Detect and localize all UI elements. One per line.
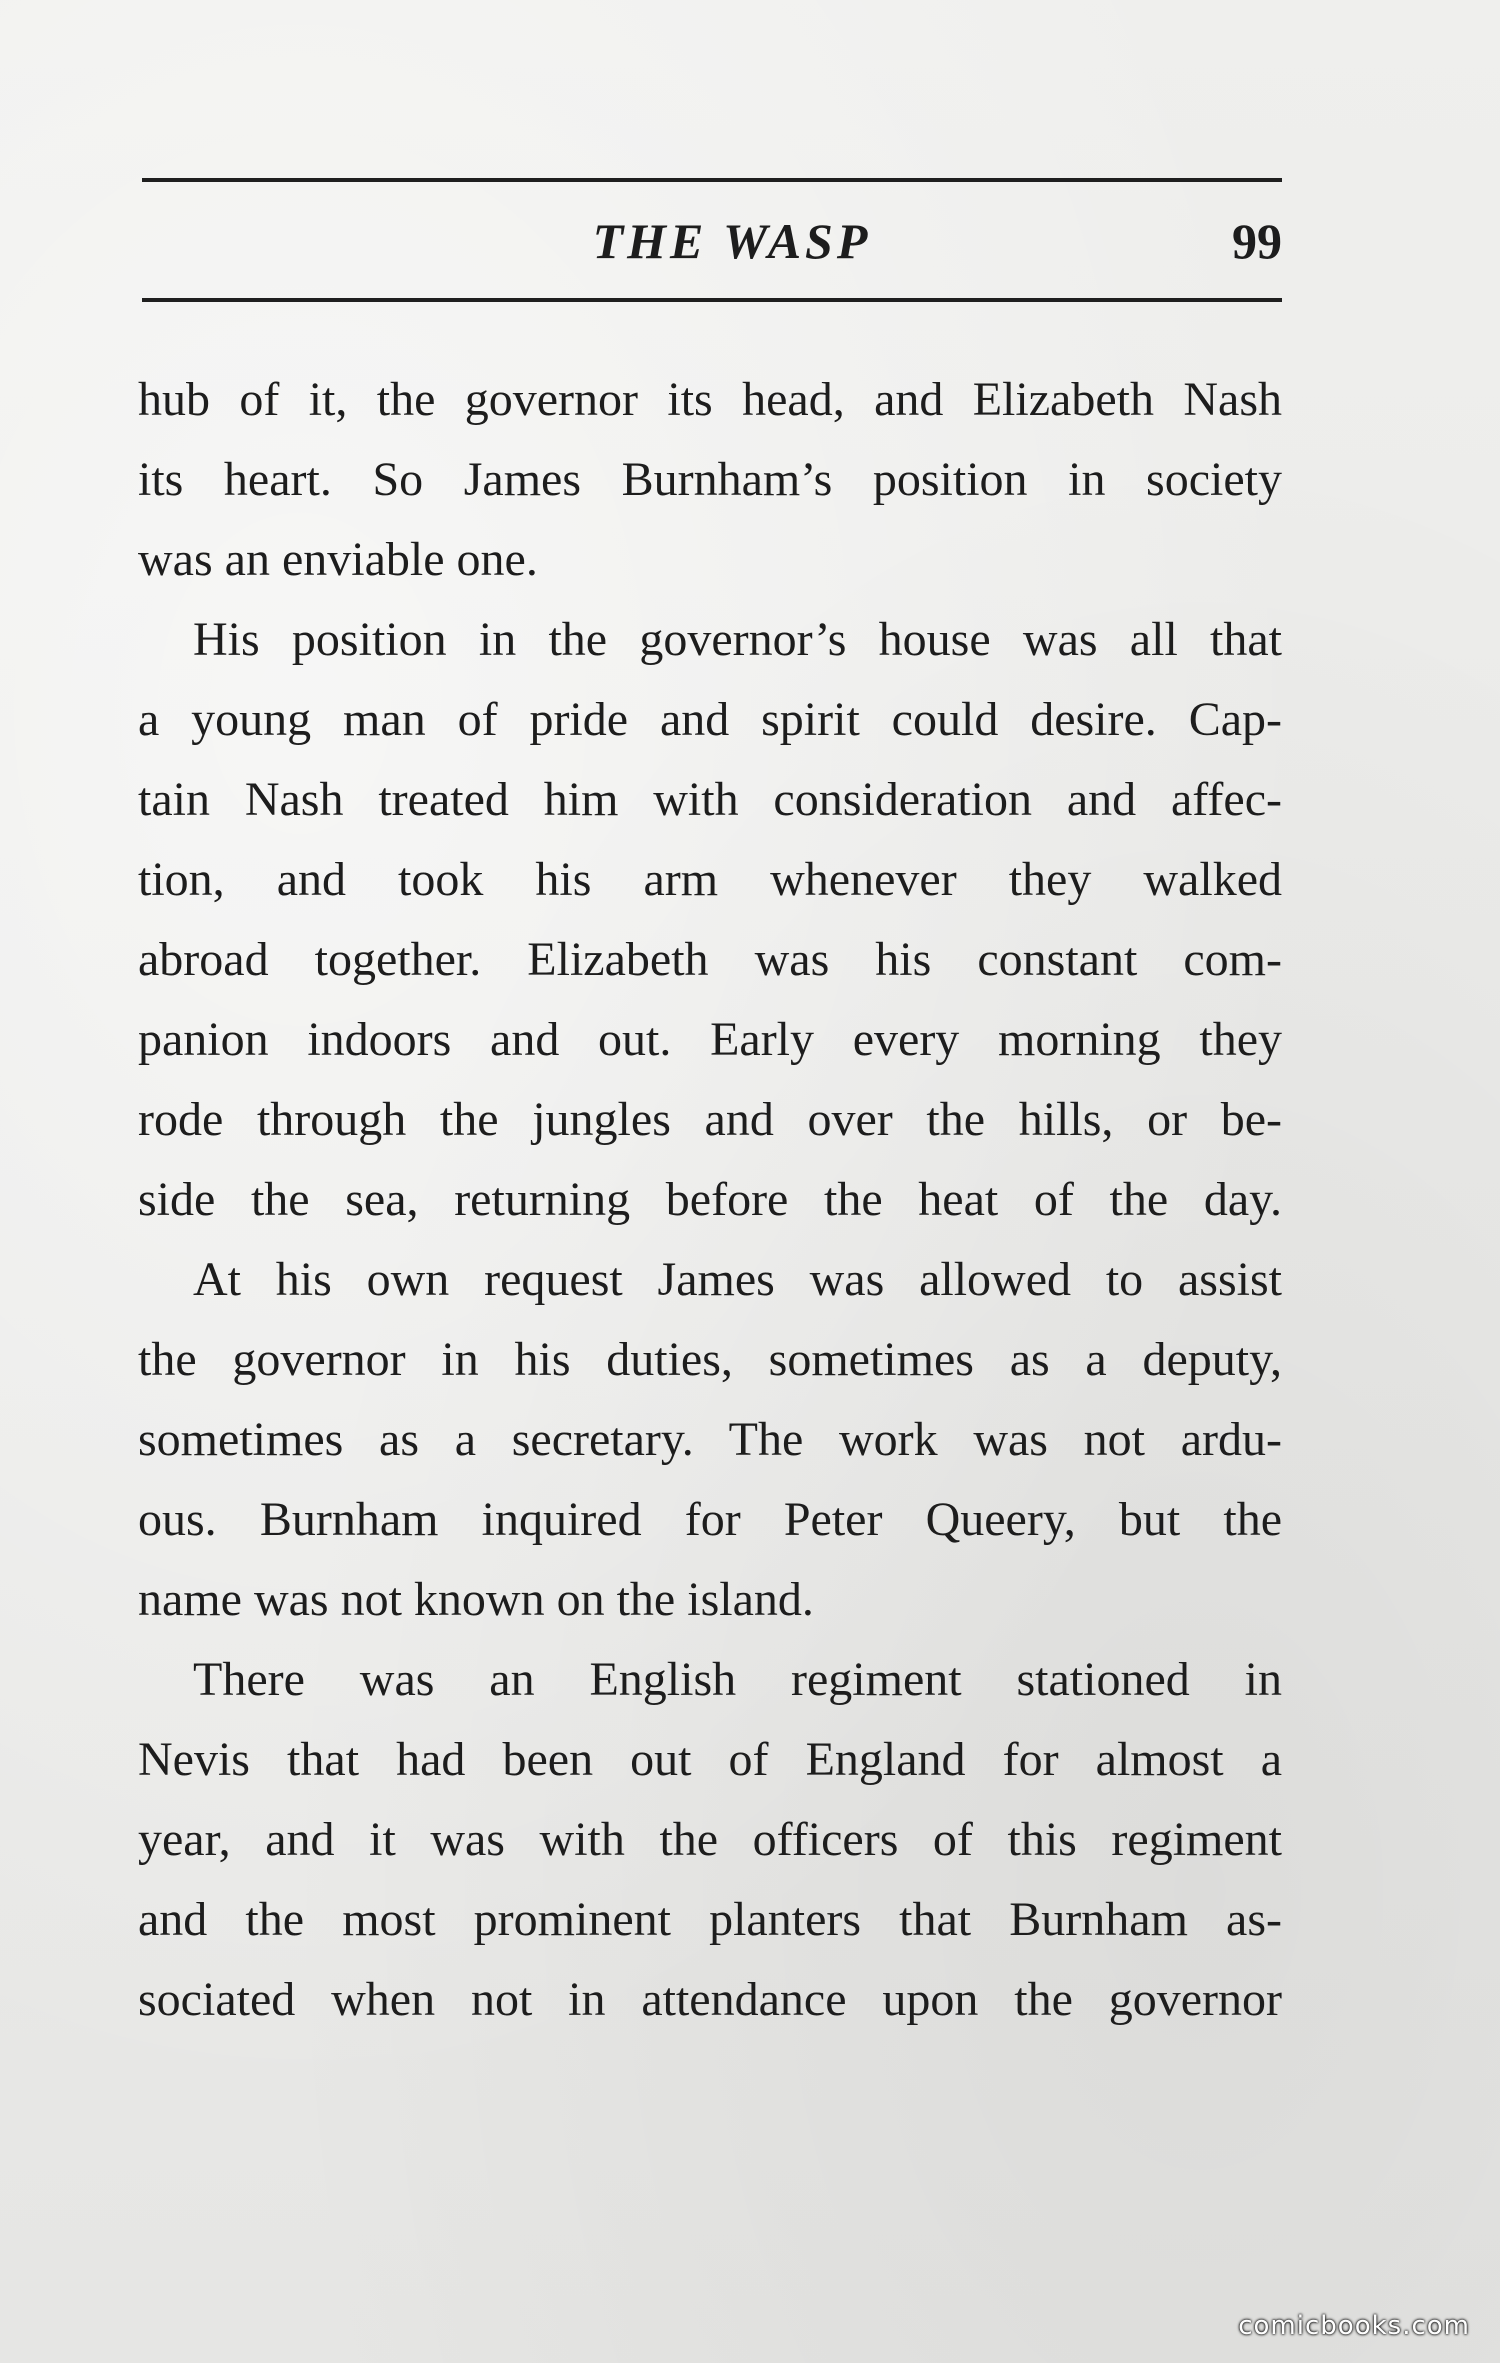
text-line: panion indoors and out. Early every morning they [138, 1013, 1282, 1066]
header-rule-top [142, 178, 1282, 182]
body-text [138, 360, 1282, 2040]
text-line: year, and it was with the officers of this regiment [138, 1813, 1282, 1866]
text-line: side the sea, returning before the heat of the day. [138, 1173, 1282, 1226]
text-line: and the most prominent planters that Burnham as- [138, 1893, 1282, 1946]
text-line: the governor in his duties, sometimes as a deputy, [138, 1333, 1282, 1386]
text-line: name was not known on the island. [138, 1573, 814, 1626]
text-line: was an enviable one. [138, 533, 538, 586]
watermark: comicbooks.com [1238, 2311, 1470, 2341]
text-line: rode through the jungles and over the hills, or be- [138, 1093, 1282, 1146]
header-rule-bottom [142, 298, 1282, 302]
text-line: His position in the governor’s house was all that [193, 613, 1282, 666]
page-number: 99 [1232, 213, 1282, 269]
text-line: hub of it, the governor its head, and Elizabeth Nash [138, 373, 1282, 426]
text-line: sociated when not in attendance upon the governor [138, 1973, 1282, 2026]
text-line: There was an English regiment stationed in [193, 1653, 1282, 1706]
text-line: sometimes as a secretary. The work was not ardu- [138, 1413, 1282, 1466]
text-line: tain Nash treated him with consideration and affec- [138, 773, 1282, 826]
text-line: At his own request James was allowed to assist [193, 1253, 1282, 1306]
text-line: abroad together. Elizabeth was his constant com- [138, 933, 1282, 986]
running-head [142, 206, 1282, 276]
running-title: THE WASP [592, 213, 872, 269]
text-line: a young man of pride and spirit could desire. Cap- [138, 693, 1282, 746]
text-line: Nevis that had been out of England for almost a [138, 1733, 1282, 1786]
text-line: its heart. So James Burnham’s position in society [138, 453, 1282, 506]
text-line: ous. Burnham inquired for Peter Queery, but the [138, 1493, 1282, 1546]
text-line: tion, and took his arm whenever they walked [138, 853, 1282, 906]
